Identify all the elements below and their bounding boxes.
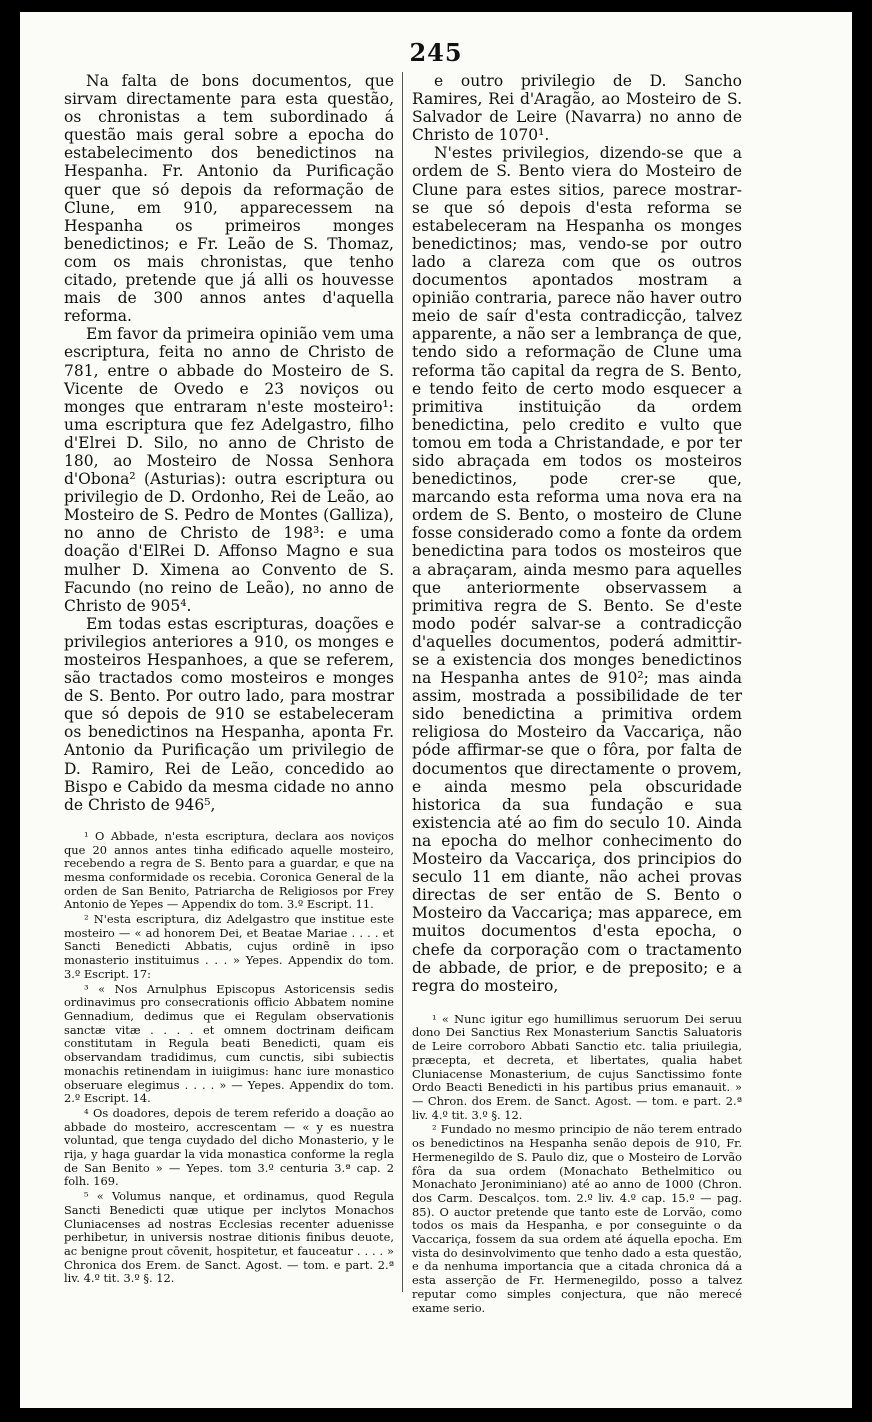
right-footnotes [412,1013,742,1315]
left-column [64,72,394,1287]
paragraph: N'estes privilegios, dizendo-se que a ordem de S. Bento viera do Mosteiro de Clune para estes sitios, parece mostrar-se que só depois d'esta reforma se estabeleceram na Hespanha os monges benedictinos; mas, vendo-se por outro lado a clareza com que os outros documentos apontados mostram a opinião contraria, parece não haver outro meio de saír d'esta contradicção, talvez apparente, a não ser a lembrança de que, tendo sido a reformação de Clune uma reforma tão capital da regra de S. Bento, e tendo feito de certo modo esquecer a primitiva instituição da ordem benedictina, pelo credito e vulto que tomou em toda a Christandade, e por ter sido abraçada em todos os mosteiros benedictinos, pode crer-se que, marcando esta reforma uma nova era na ordem de S. Bento, o mosteiro de Clune fosse considerado como a fonte da ordem benedictina para todos os mosteiros que a abraçaram, ainda mesmo para aquelles que anteriormente observassem a primitiva regra de S. Bento. Se d'este modo podér salvar-se a contradicção d'aquelles documentos, poderá admittir-se a existencia dos monges benedictinos na Hespanha antes de 910²; mas ainda assim, mostrada a possibilidade de ter sido benedictina a primitiva ordem religiosa do Mosteiro da Vaccariça, não póde affirmar-se que o fôra, por falta de documentos que directamente o provem, e ainda mesmo pela obscuridade historica da sua fundação e sua existencia até ao fim do seculo 10. Ainda na epocha do melhor conhecimento do Mosteiro da Vaccariça, dos principios do seculo 11 em diante, não achei provas directas de ser então de S. Bento o Mosteiro da Vaccariça; mas apparece, em muitos documentos d'esta epocha, o chefe da corporação com o tractamento de abbade, de prior, e de preposito; e a regra do mosteiro, [412,144,742,995]
page-number: 245 [409,38,463,67]
footnote: ⁵ « Volumus nanque, et ordinamus, quod Regula Sancti Benedicti quæ utique per inclytos Monachos Cluniacenses ad nostras Ecclesias recenter aduenisse perhibetur, in universis nostrae ditionis finibus deuote, ac benigne prout cōvenit, hospitetur, et fauceatur . . . . » Chronica dos Erem. de Sanct. Agost. — tom. e part. 2.ª liv. 4.º tit. 3.º §. 12. [64,1189,394,1286]
paragraph: Em todas estas escripturas, doações e privilegios anteriores a 910, os monges e mosteiros Hespanhoes, a que se referem, são tractados como mosteiros e monges de S. Bento. Por outro lado, para mostrar que só depois de 910 se estabeleceram os benedictinos na Hespanha, aponta Fr. Antonio da Purificação um privilegio de D. Ramiro, Rei de Leão, concedido ao Bispo e Cabido da mesma cidade no anno de Christo de 946⁵, [64,614,394,814]
paragraph: Em favor da primeira opinião vem uma escriptura, feita no anno de Christo de 781, entre o abbade do Mosteiro de S. Vicente de Ovedo e 23 noviços ou monges que entraram n'este mosteiro¹: uma escriptura que fez Adelgastro, filho d'Elrei D. Silo, no anno de Christo de 180, ao Mosteiro de Nossa Senhora d'Obona² (Asturias): outra escriptura ou privilegio de D. Ordonho, Rei de Leão, ao Mosteiro de S. Pedro de Montes (Galliza), no anno de Christo de 198³: e uma doação d'ElRei D. Affonso Magno e sua mulher D. Ximena ao Convento de S. Facundo (no reino de Leão), no anno de Christo de 905⁴. [64,325,394,615]
paragraph: Na falta de bons documentos, que sirvam directamente para esta questão, os chronistas a tem subordinado á questão mais geral sobre a epocha do estabelecimento dos benedictinos na Hespanha. Fr. Antonio da Purificação quer que só depois da reformação de Clune, em 910, apparecessem na Hespanha os primeiros monges benedictinos; e Fr. Leão de S. Thomaz, com os mais chronistas, que tenho citado, pretende que já alli os houvesse mais de 300 annos antes d'aquella reforma. [64,72,394,326]
right-column [412,72,742,1316]
column-divider [402,72,403,1292]
left-footnotes [64,830,394,1286]
footnote: ¹ O Abbade, n'esta escriptura, declara aos noviços que 20 annos antes tinha edificado aquelle mosteiro, recebendo a regra de S. Bento para a guardar, e que na mesma conformidade os recebia. Coronica General de la orden de San Benito, Patriarcha de Religiosos por Frey Antonio de Yepes — Appendix do tom. 3.º Escript. 11. [64,828,394,912]
footnote: ¹ « Nunc igitur ego humillimus seruorum Dei seruu dono Dei Sanctius Rex Monasterium Sanctis Saluatoris de Leire corroboro Abbati Sanctio etc. talia priuilegia, præcepta, et decreta, et libertates, qualia habet Cluniacense Monasterium, de cujus Sanctissimo fonte Ordo Beacti Benedicti in his partibus prius emanauit. » — Chron. dos Erem. de Sanct. Agost. — tom. e part. 2.ª liv. 4.º tit. 3.º §. 12. [412,1011,742,1122]
footnote: ² Fundado no mesmo principio de não terem entrado os benedictinos na Hespanha senão depois de 910, Fr. Hermenegildo de S. Paulo diz, que o Mosteiro de Lorvão fôra da sua ordem (Monachato Bethelmitico ou Monachato Jeroniminiano) até ao anno de 1000 (Chron. dos Carm. Descalços. tom. 2.º liv. 4.º cap. 15.º — pag. 85). O auctor pretende que tanto este de Lorvão, como todos os mais da Hespanha, e por conseguinte o da Vaccariça, fossem da sua ordem até áquella epocha. Em vista do desinvolvimento que tenho dado a esta questão, e da nenhuma importancia que a citada chronica dá a esta asserção de Fr. Hermenegildo, posso a talvez reputar como simples conjectura, que não merecé exame serio. [412,1122,742,1315]
footnote: ⁴ Os doadores, depois de terem referido a doação ao abbade do mosteiro, accrescentam — « y es nuestra voluntad, que tenga cuydado del dicho Monasterio, y le rija, y haga guardar la vida monastica conforme la regla de San Benito » — Yepes. tom 3.º centuria 3.ª cap. 2 folh. 169. [64,1105,394,1189]
paragraph: e outro privilegio de D. Sancho Ramires, Rei d'Aragão, ao Mosteiro de S. Salvador de Leire (Navarra) no anno de Christo de 1070¹. [412,72,742,145]
right-body-text [412,72,742,995]
footnote: ² N'esta escriptura, diz Adelgastro que institue este mosteiro — « ad honorem Dei, et Beatae Mariae . . . . et Sancti Benedicti Abbatis, cujus ordinẽ in ipso monasterio instituimus . . . » Yepes. Appendix do tom. 3.º Escript. 17: [64,912,394,981]
left-body-text [64,72,394,814]
book-page [20,12,852,1408]
footnote: ³ « Nos Arnulphus Episcopus Astoricensis sedis ordinavimus pro consecrationis officio Abbatem nomine Gennadium, dedimus que ei Regulam observationis sanctæ vitæ . . . . et omnem doctrinam deificam constitutam in Regula beati Benedicti, quam eis observandam tradidimus, cum cunctis, sibi subiectis monachis retinendam in iuiigimus: hanc iure monastico obseruare elegimus . . . . » — Yepes. Appendix do tom. 2.º Escript. 14. [64,981,394,1106]
